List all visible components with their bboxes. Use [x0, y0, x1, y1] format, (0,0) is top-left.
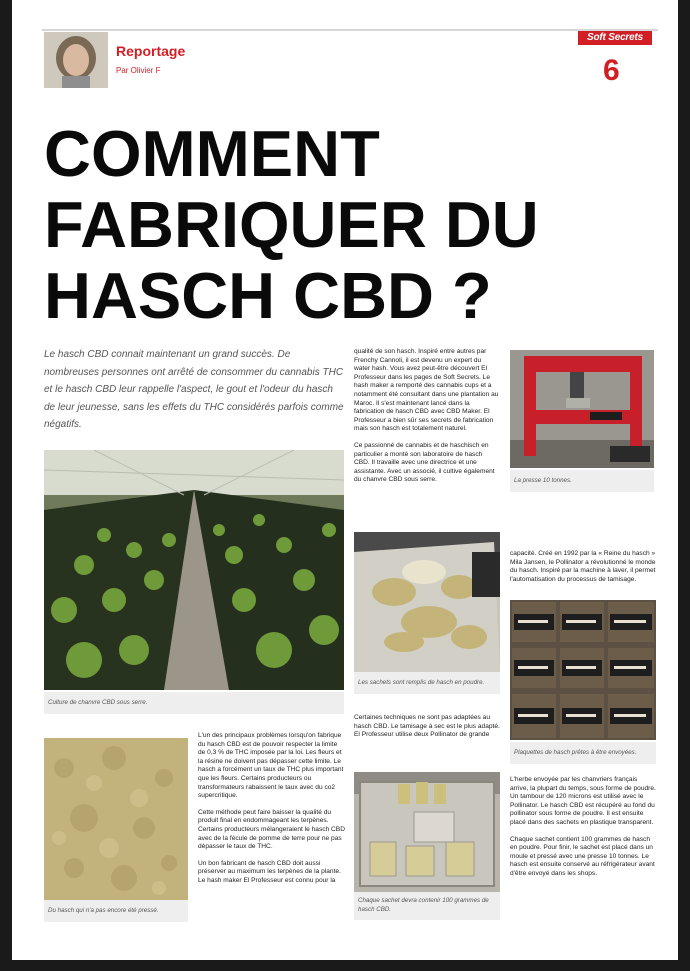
- column-2-top: [354, 348, 499, 493]
- greenhouse-photo: [44, 450, 344, 690]
- caption-press: La presse 10 tonnes.: [510, 470, 654, 492]
- paragraph: capacité. Créé en 1992 par la « Reine du hasch » Mila Jansen, le Pollinator a révolutionné le monde du hasch. Inspiré par la machine à laver, il permet l'automatisation du processus de tamisage.: [510, 550, 656, 583]
- author-photo: [44, 32, 108, 88]
- caption-sachets: Les sachets sont remplis de hasch en poudre.: [354, 672, 500, 694]
- column-3-bottom: [510, 776, 656, 887]
- section-label: Reportage: [116, 43, 186, 59]
- magazine-page: [12, 0, 678, 960]
- byline: Par Olivier F: [116, 66, 161, 75]
- paragraph: Cette méthode peut faire baisser la qualité du produit final en endommageant les terpènes. Certains producteurs mélangeraient le hasch CBD avec de la fécule de pomme de terre pour ne pas dépasser le taux de THC.: [198, 808, 345, 851]
- powder-photo: [44, 738, 188, 900]
- grams-photo: [354, 772, 500, 892]
- header-rule: [42, 29, 658, 31]
- press-photo: [510, 350, 654, 468]
- bottom-bar: [0, 960, 690, 971]
- paragraph: Chaque sachet contient 100 grammes de hasch en poudre. Pour finir, le sachet est placé dans un moule et pressé avec une presse 10 tonnes. Le hasch est ensuite conservé au réfrigérateur avant d'être envoyé dans les shops.: [510, 835, 655, 877]
- sachets-photo: [354, 532, 500, 672]
- magazine-logo: Soft Secrets: [578, 31, 652, 45]
- page-number: 6: [603, 54, 620, 87]
- title-line: FABRIQUER DU: [44, 188, 539, 261]
- intro-paragraph: Le hasch CBD connait maintenant un grand succès. De nombreuses personnes ont arrêté de consommer du cannabis THC et le hasch CBD leur rappelle l'aspect, le gout et l'odeur du hasch de leur jeunesse, sans les effets du THC considérés parfois comme négatifs.: [44, 349, 344, 430]
- paragraph: Certaines techniques ne sont pas adaptées au hasch CBD. Le tamisage à sec est le plus adapté. El Professeur utilise deux Pollinator de grande: [354, 714, 500, 739]
- paragraph: L'herbe envoyée par les chanvriers français arrive, la plupart du temps, sous forme de poudre. Un tambour de 120 microns est utilisé avec le Pollinator. Le hasch CBD est récupéré au fond du pollinator sous forme de poudre. Il est ensuite placé dans des sachets en plastique transparent.: [510, 776, 656, 826]
- title-line: HASCH CBD ?: [44, 259, 492, 332]
- paragraph: Un bon fabricant de hasch CBD doit aussi préserver au maximum les terpènes de la plante. Le hash maker El Professeur est connu pour la: [198, 859, 341, 884]
- caption-plaquettes: Plaquettes de hasch prêtes à être envoyées.: [510, 742, 656, 764]
- column-1-bottom: [198, 732, 346, 894]
- paragraph: qualité de son hasch. Inspiré entre autres par Frenchy Cannoli, il est devenu un expert du water hash. Vous avez peut-être découvert El Professeur dans les pages de Soft Secrets. Le hash maker a remporté des cannabis cups et a notamment été consultant dans une plantation au Maroc. Il s'est maintenant lancé dans la fabrication de hasch CBD avec CBD Maker. El Professeur a bien sûr ses secrets de fabrication mais son hasch est totalement naturel.: [354, 348, 499, 433]
- caption-grams: Chaque sachet devra contenir 100 grammes de hasch CBD.: [354, 892, 500, 920]
- column-2-mid: [354, 714, 500, 748]
- paragraph: L'un des principaux problèmes lorsqu'on fabrique du hasch CBD est de pouvoir respecter la limite de 0,3 % de THC imposée par la loi. Les fleurs et la résine ne doivent pas dépasser cette limite. Le hasch a forcément un taux de THC plus important que les fleurs. Certains producteurs ou transformateurs rabaissent le taux avec du co2 supercritique.: [198, 732, 344, 800]
- caption-powder: Du hasch qui n'a pas encore été pressé.: [44, 900, 188, 922]
- paragraph: Ce passionné de cannabis et de haschisch en particulier a monté son laboratoire de hasch CBD. Il travaille avec une directrice et une assistante. Avec un associé, il cultive également du chanvre CBD sous serre.: [354, 441, 495, 484]
- caption-greenhouse: Culture de chanvre CBD sous serre.: [44, 692, 344, 714]
- article-title: [44, 118, 644, 331]
- column-3-top: [510, 550, 656, 592]
- plaquettes-photo: [510, 600, 656, 740]
- title-line: COMMENT: [44, 117, 380, 190]
